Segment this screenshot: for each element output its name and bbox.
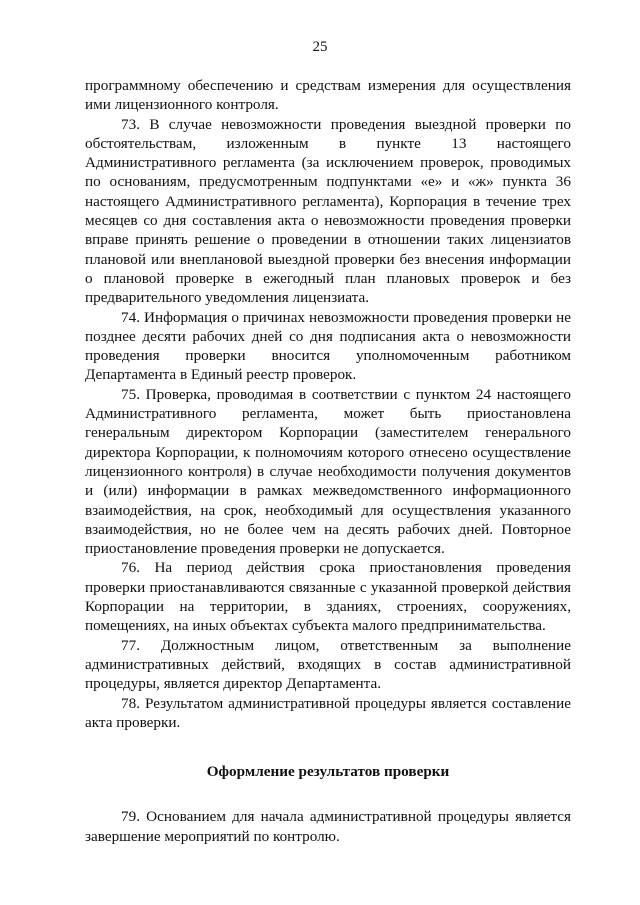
paragraph-74: 74. Информация о причинах невозможности проведения проверки не позднее десяти рабочих дней со дня подписания акта о невозможности проведения проверки вносится уполномоченным работником Департамента в Единый реестр проверок. — [85, 308, 571, 384]
page-number: 25 — [312, 39, 328, 55]
paragraph-76: 76. На период действия срока приостановления проведения проверки приостанавливаются связанные с указанной проверкой действия Корпорации на территории, в зданиях, строениях, сооружениях, помещениях, на иных объектах субъекта малого предпринимательства. — [85, 559, 571, 635]
section-heading: Оформление результатов проверки — [206, 763, 450, 781]
document-body — [85, 76, 571, 846]
paragraph-79: 79. Основанием для начала административной процедуры является завершение мероприятий по контролю. — [85, 808, 571, 845]
paragraph-75: 75. Проверка, проводимая в соответствии с пунктом 24 настоящего Административного регламента, может быть приостановлена генеральным директором Корпорации (заместителем генерального директора Корпорации, к полномочиям которого отнесено осуществление лицензионного контроля) в случае необходимости получения документов и (или) информации в рамках межведомственного информационного взаимодействия, на срок, необходимый для осуществления указанного взаимодействия, но не более чем на десять рабочих дней. Повторное приостановление проведения проверки не допускается. — [85, 385, 571, 558]
paragraph-continuation: программному обеспечению и средствам измерения для осуществления ими лицензионного контроля. — [85, 77, 571, 114]
paragraph-78: 78. Результатом административной процедуры является составление акта проверки. — [85, 694, 571, 731]
paragraph-73: 73. В случае невозможности проведения выездной проверки по обстоятельствам, изложенным в пункте 13 настоящего Административного регламента (за исключением проверок, проводимых по основаниям, предусмотренным подпунктами «е» и «ж» пункта 36 настоящего Административного регламента), Корпорация в течение трех месяцев со дня составления акта о невозможности проведения проверки вправе принять решение о проведении в отношении таких лицензиатов плановой или внеплановой выездной проверки без внесения информации о плановой проверке в ежегодный план плановых проверок и без предварительного уведомления лицензиата. — [85, 115, 571, 307]
paragraph-77: 77. Должностным лицом, ответственным за выполнение административных действий, входящих в состав административной процедуры, является директор Департамента. — [85, 636, 571, 693]
